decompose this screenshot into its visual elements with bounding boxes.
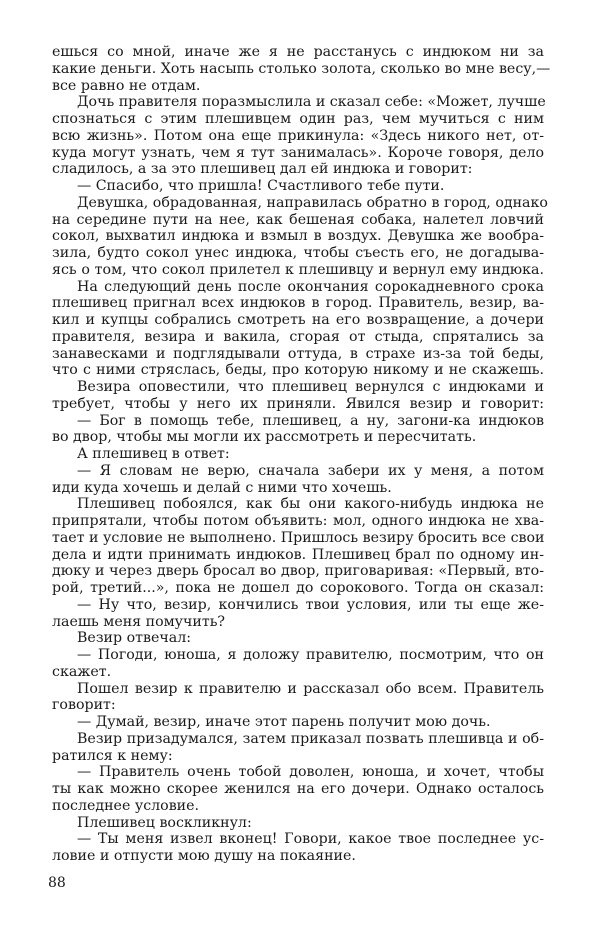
text-line: — Думай, везир, иначе этот парень получит мою дочь. [77,714,491,730]
text-line: — Бог в помощь тебе, плешивец, а ну, загони-ка индюков [77,412,544,429]
text-line: сладилось, а за это плешивец дал ей индюка и говорит: [52,161,473,178]
text-line: Пошел везир к правителю и рассказал обо всем. Правитель [77,680,544,697]
text-line: — Спасибо, что пришла! Счастливого тебе пути. [77,178,445,194]
text-line: Везира оповестили, что плешивец вернулся с индюками и [77,379,544,395]
text-line: сокол, выхватил индюка и взмыл в воздух. Девушка же вообра- [52,228,544,245]
text-line: на середине пути на нее, как бешеная собака, налетел ловчий [52,211,544,228]
text-line: ловие и отпусти мою душу на покаяние. [52,848,356,864]
text-line: что с ними стряслась, беды, про которую никому и не скажешь. [52,362,544,379]
text-line: кил и купцы собрались смотреть на его возвращение, а дочери [52,312,544,328]
text-line: — Ну что, везир, кончились твои условия, или ты еще же- [77,596,544,613]
text-line: Везир отвечал: [77,630,192,647]
text-line: Дочь правителя поразмыслила и сказал себе: «Может, лучше [77,94,546,111]
text-line: — Я словам не верю, сначала забери их у меня, а потом [77,462,544,479]
text-line: лаешь меня помучить? [52,613,226,630]
text-line: рой, третий...», пока не дошел до сорокового. Тогда он сказал: [52,580,544,596]
page-number: 88 [48,875,66,891]
text-line: требует, чтобы у него их приняли. Явился везир и говорит: [52,395,544,412]
text-line: Плешивец побоялся, как бы они какого-нибудь индюка не [77,496,544,513]
text-line: — Ты меня извел вконец! Говори, какое твое последнее ус- [77,831,544,848]
text-line: всю жизнь». Потом она еще прикинула: «Здесь никого нет, от- [52,127,544,144]
text-line: занавесками и подглядывали оттуда, в страхе из-за той беды, [52,345,544,362]
page-text [52,44,551,865]
text-line: ешься со мной, иначе же я не расстанусь с индюком ни за [52,44,544,60]
text-line: ясь о том, что сокол прилетел к плешивцу и вернул ему индюка. [52,261,544,278]
text-line: На следующий день после окончания сорокадневного срока [77,278,544,295]
text-line: куда могут узнать, чем я тут занималась». Короче говоря, дело [52,144,544,161]
text-line: — Правитель очень тобой доволен, юноша, и хочет, чтобы [77,764,544,781]
text-line: дюку и через дверь бросал во двор, приговаривая: «Первый, вто- [52,563,544,580]
text-line: какие деньги. Хоть насыпь столько золота, сколько во мне весу,— [52,60,551,77]
text-line: дела и идти принимать индюков. Плешивец брал по одному ин- [52,546,544,563]
text-line: припрятали, чтобы потом объявить: мол, одного индюка не хва- [52,513,544,529]
text-line: плешивец пригнал всех индюков в город. Правитель, везир, ва- [52,295,544,312]
text-line: А плешивец в ответ: [77,446,230,462]
text-line: — Погоди, юноша, я доложу правителю, посмотрим, что он [77,647,544,663]
text-line: скажет. [52,663,112,680]
text-line: тает и условие не выполнено. Пришлось везиру бросить все свои [52,529,545,546]
text-line: ратился к нему: [52,747,173,764]
text-line: Девушка, обрадованная, направилась обратно в город, однако [77,194,548,211]
text-line: говорит: [52,697,116,714]
text-line: Везир призадумался, затем приказал позвать плешивца и об- [77,730,544,747]
text-line: зила, будто сокол унес индюка, чтобы съесть его, не догадыва- [52,245,544,261]
text-line: правителя, везира и вакила, сгорая от стыда, спрятались за [52,328,544,345]
text-line: все равно не отдам. [52,77,201,94]
text-line: последнее условие. [52,797,200,814]
text-line: Плешивец воскликнул: [77,814,252,831]
text-line: во двор, чтобы мы могли их рассмотреть и пересчитать. [52,429,477,446]
text-line: ты как можно скорее женился на его дочери. Однако осталось [52,781,544,797]
text-line: спознаться с этим плешивцем один раз, чем мучиться с ним [52,111,544,127]
text-line: иди куда хочешь и делай с ними что хочешь. [52,479,392,496]
